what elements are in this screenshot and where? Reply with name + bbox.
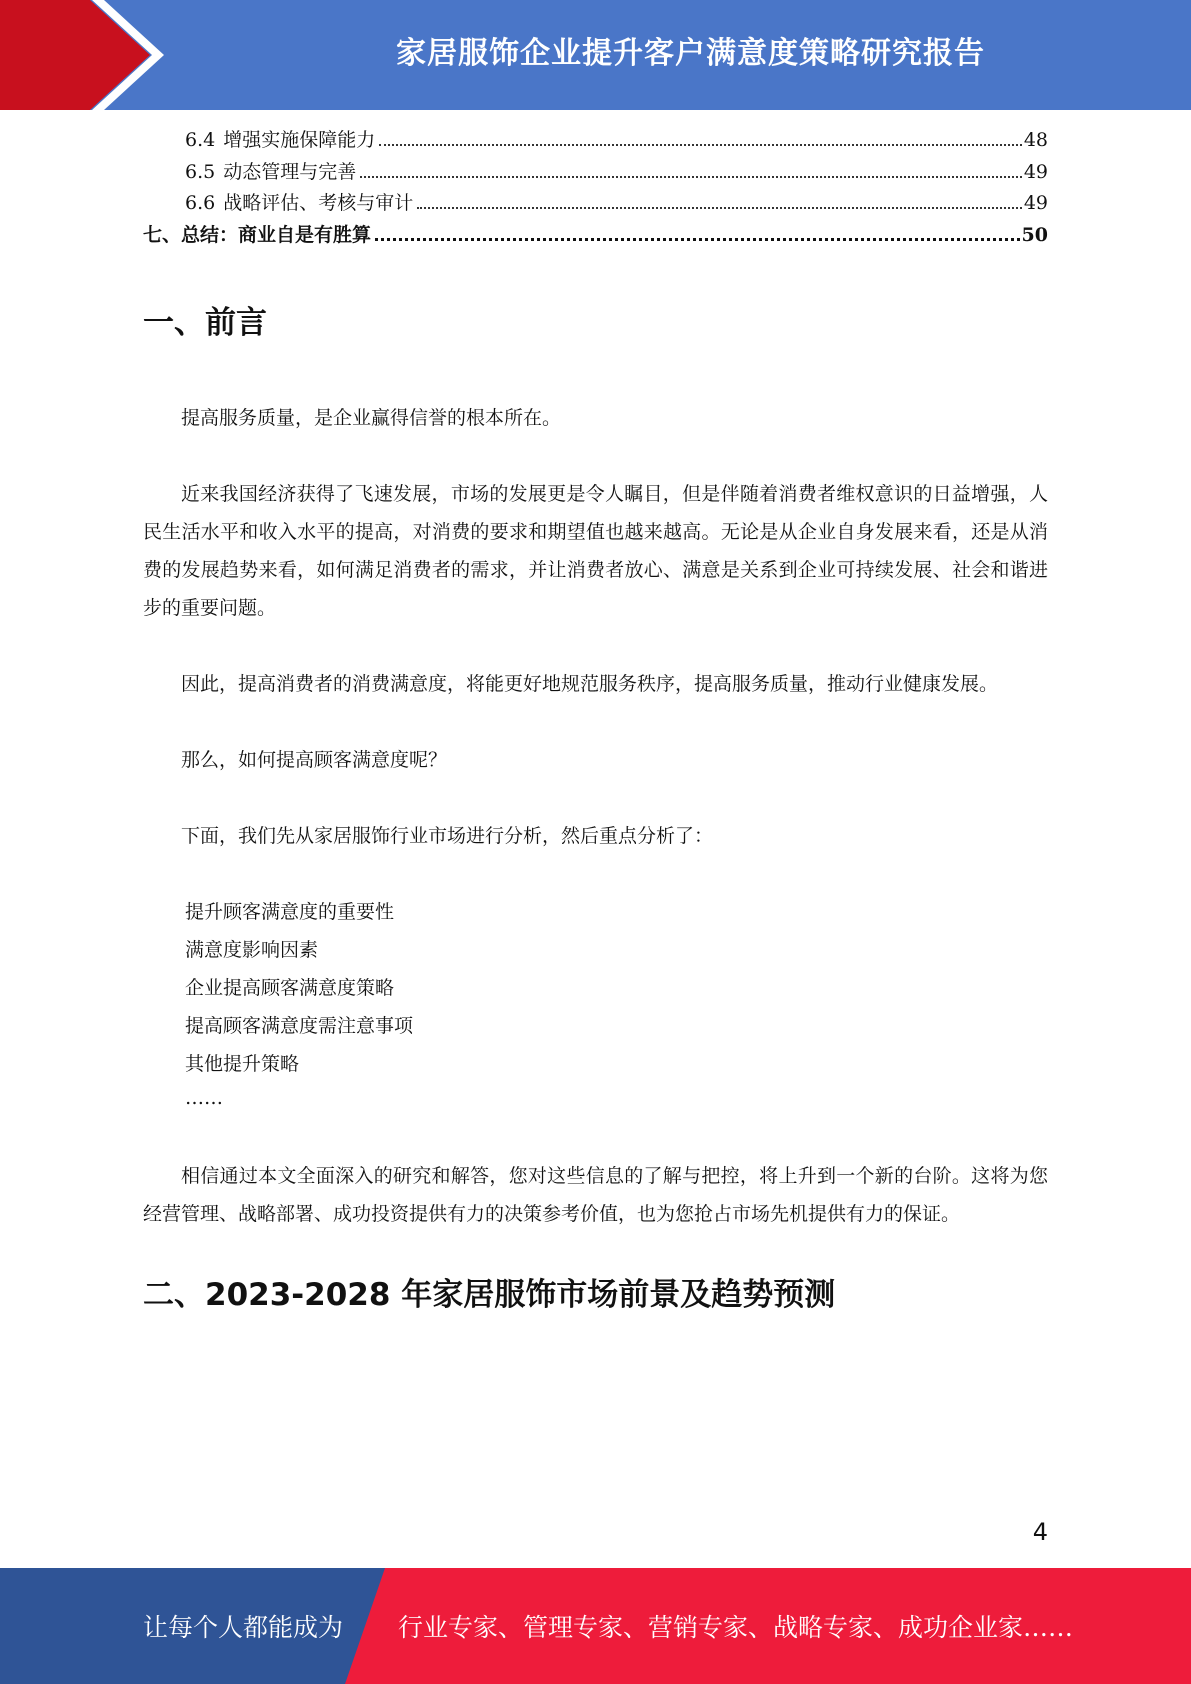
paragraph: 相信通过本文全面深入的研究和解答，您对这些信息的了解与把控，将上升到一个新的台阶。这将为您经营管理、战略部署、成功投资提供有力的决策参考价值，也为您抢占市场先机提供有力的保证。 [143,1165,1048,1225]
paragraph: 近来我国经济获得了飞速发展，市场的发展更是令人瞩目，但是伴随着消费者维权意识的日益增强，人民生活水平和收入水平的提高，对消费的要求和期望值也越来越高。无论是从企业自身发展来看，还是从消费的发展趋势来看，如何满足消费者的需求，并让消费者放心、满意是关系到企业可持续发展、社会和谐进步的重要问题。 [143,483,1048,619]
toc-entry-label: 动态管理与完善 [223,160,357,183]
toc-entry-page: 49 [1023,160,1048,183]
toc-leader-dots [360,176,1022,178]
toc-entry-page: 48 [1023,129,1048,151]
toc-entry-number: 6.5 [185,160,216,183]
topic-list [143,893,1048,1113]
footer-slogan-right: 行业专家、管理专家、营销专家、战略专家、成功企业家…… [398,1613,1074,1642]
paragraph: 提高服务质量，是企业赢得信誉的根本所在。 [181,407,562,429]
page-number: 4 [1032,1518,1048,1546]
list-item: 提升顾客满意度的重要性 [185,901,395,923]
list-item-ellipsis: …… [185,1087,223,1109]
toc-entry[interactable] [143,157,1048,189]
toc-leader-dots [417,207,1022,209]
paragraph: 下面，我们先从家居服饰行业市场进行分析，然后重点分析了： [181,825,714,847]
toc-entry-label: 战略评估、考核与审计 [223,192,414,214]
toc-entry-page: 49 [1023,192,1048,214]
toc-entry-label: 增强实施保障能力 [223,129,376,151]
footer-banner [0,1568,1191,1684]
footer-slogan-left: 让每个人都能成为 [143,1613,344,1642]
paragraph: 那么，如何提高顾客满意度呢？ [181,749,448,771]
toc-entry[interactable] [143,125,1048,157]
toc-entry[interactable] [143,188,1048,220]
list-item: 提高顾客满意度需注意事项 [185,1015,414,1037]
list-item: 其他提升策略 [185,1053,300,1075]
list-item: 企业提高顾客满意度策略 [185,977,395,999]
main-content [143,125,1048,1315]
toc-entry-chapter[interactable] [143,220,1048,252]
toc-leader-dots [375,238,1020,241]
list-item: 满意度影响因素 [185,939,319,961]
section-heading-market-forecast: 二、2023-2028 年家居服饰市场前景及趋势预测 [143,1277,836,1313]
toc-entry-label: 七、总结：商业自是有胜算 [143,223,372,246]
paragraph: 因此，提高消费者的消费满意度，将能更好地规范服务秩序，提高服务质量，推动行业健康发展。 [181,673,999,695]
header-banner [0,0,1191,110]
table-of-contents [143,125,1048,251]
toc-entry-number: 6.4 [185,129,216,151]
report-title: 家居服饰企业提升客户满意度策略研究报告 [396,36,985,71]
toc-leader-dots [379,144,1022,146]
toc-entry-page: 50 [1021,223,1048,246]
toc-entry-number: 6.6 [185,192,216,214]
section-heading-preface: 一、前言 [143,305,267,341]
